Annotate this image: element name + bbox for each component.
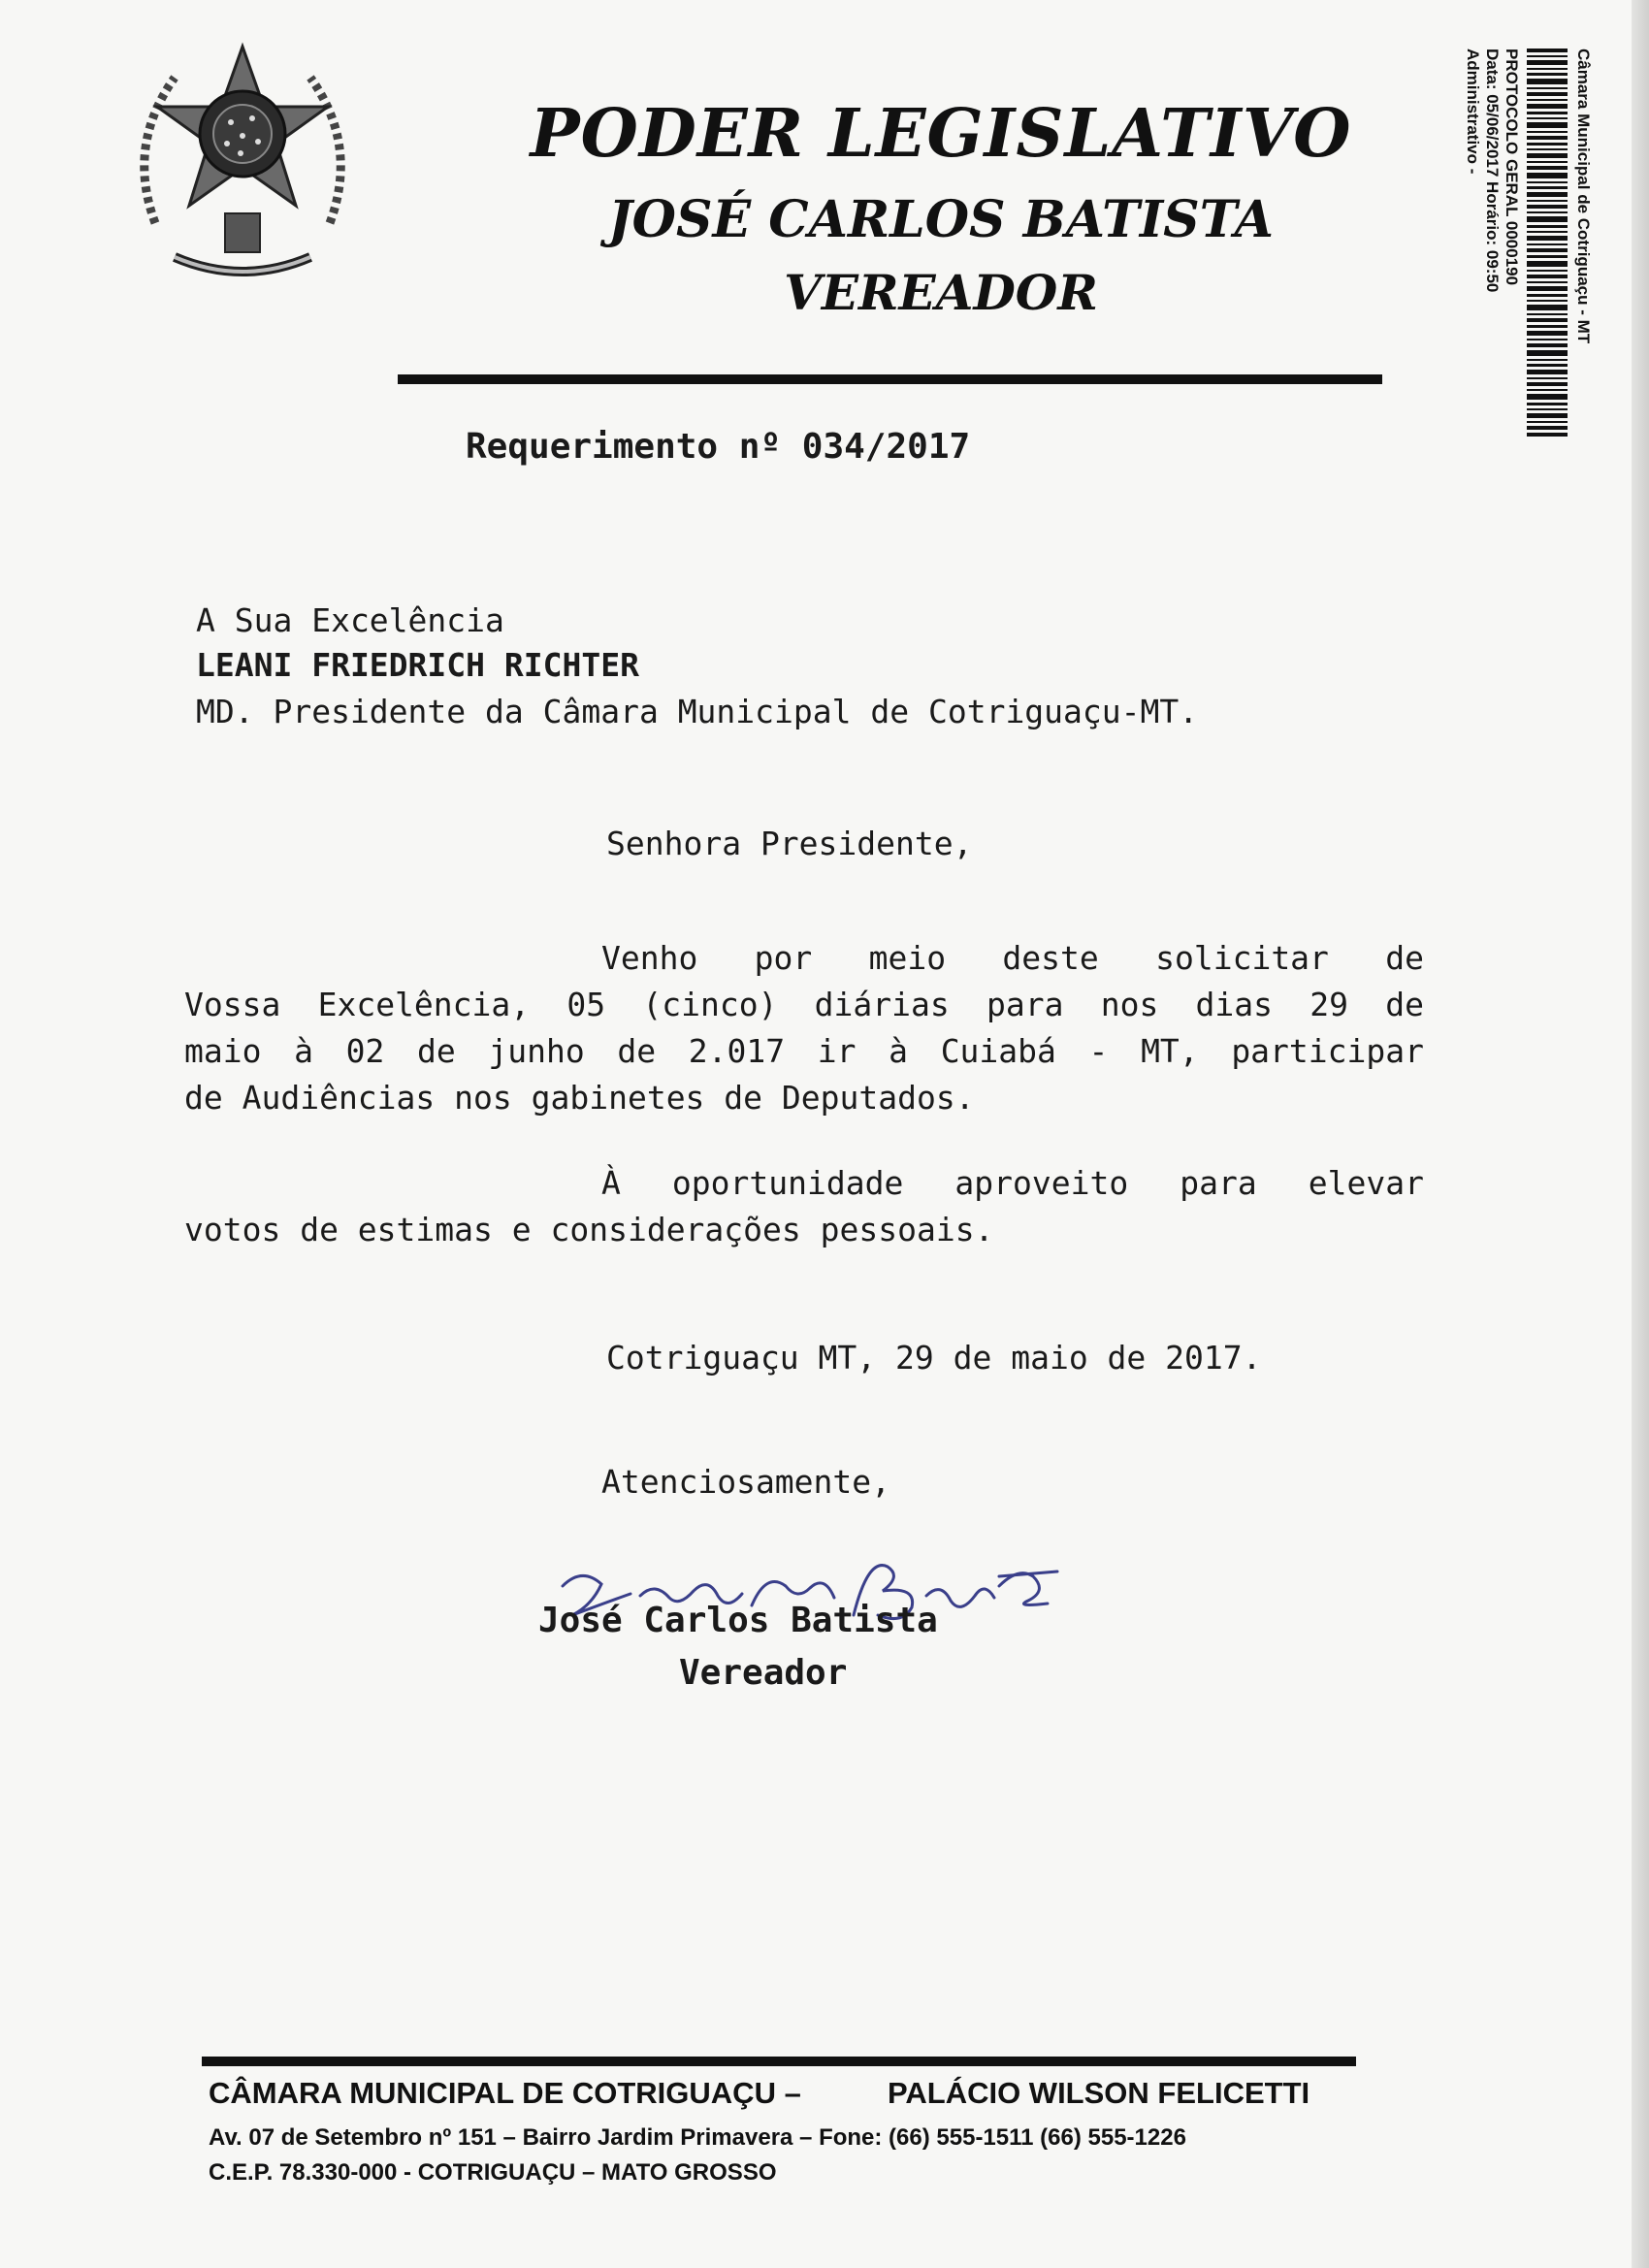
header-divider <box>398 374 1382 384</box>
signatory-name: José Carlos Batista <box>538 1601 938 1640</box>
footer-institution: CÂMARA MUNICIPAL DE COTRIGUAÇU – <box>209 2076 801 2110</box>
recipient-line1: A Sua Excelência <box>196 601 504 639</box>
body-paragraph-1 <box>184 939 1424 1125</box>
header-vereador-name: JOSÉ CARLOS BATISTA <box>608 190 1274 249</box>
page-edge-shadow <box>1632 0 1649 2268</box>
body-paragraph-2 <box>184 1164 1424 1257</box>
document-title: Requerimento nº 034/2017 <box>466 427 971 467</box>
stamp-protocol-number: PROTOCOLO GERAL 0000190 <box>1503 49 1521 286</box>
recipient-title: MD. Presidente da Câmara Municipal de Cotriguaçu-MT. <box>196 693 1199 730</box>
stamp-institution: Câmara Municipal de Cotriguaçu - MT <box>1574 49 1593 344</box>
stamp-date-time: Data: 05/06/2017 Horário: 09:50 <box>1483 49 1502 293</box>
protocol-stamp <box>1445 49 1600 446</box>
brazil-coat-of-arms-icon <box>116 29 369 310</box>
footer-address: Av. 07 de Setembro nº 151 – Bairro Jardim Primavera – Fone: (66) 555-1511 (66) 555-1226 <box>209 2124 1186 2151</box>
paragraph-line: de Audiências nos gabinetes de Deputados. <box>184 1079 975 1117</box>
recipient-name: LEANI FRIEDRICH RICHTER <box>196 646 639 684</box>
footer-palace: PALÁCIO WILSON FELICETTI <box>888 2076 1310 2110</box>
footer-postal: C.E.P. 78.330-000 - COTRIGUAÇU – MATO GROSSO <box>209 2159 777 2186</box>
header-poder-legislativo: PODER LEGISLATIVO <box>530 95 1352 173</box>
paragraph-line: À oportunidade aproveito para elevar <box>601 1164 1424 1202</box>
header-vereador-title: VEREADOR <box>784 264 1098 321</box>
signatory-role: Vereador <box>679 1653 848 1693</box>
closing: Atenciosamente, <box>601 1463 891 1501</box>
stamp-department: Administrativo - <box>1464 49 1482 175</box>
salutation: Senhora Presidente, <box>606 825 973 862</box>
paragraph-line: Vossa Excelência, 05 (cinco) diárias para nos dias 29 de <box>184 986 1424 1023</box>
paragraph-line: maio à 02 de junho de 2.017 ir à Cuiabá - MT, participar <box>184 1032 1424 1070</box>
paragraph-line: votos de estimas e considerações pessoais. <box>184 1211 994 1248</box>
barcode-icon <box>1527 49 1568 437</box>
footer-divider <box>202 2057 1356 2066</box>
place-and-date: Cotriguaçu MT, 29 de maio de 2017. <box>606 1339 1262 1377</box>
paragraph-line: Venho por meio deste solicitar de <box>601 939 1424 977</box>
